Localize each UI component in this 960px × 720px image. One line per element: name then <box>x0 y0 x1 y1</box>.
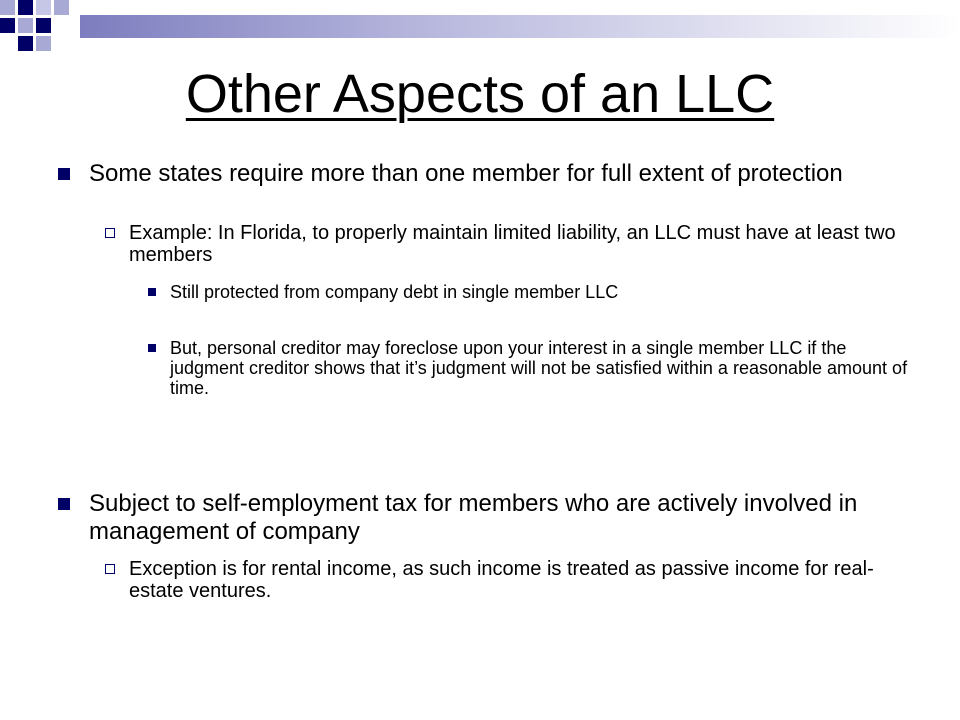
corner-squares-decoration <box>0 0 80 60</box>
sub-sub-bullet-item <box>148 282 918 302</box>
slide-title <box>0 60 960 128</box>
bullet-text: Some states require more than one member for full extent of protection <box>89 160 843 187</box>
header-gradient-bar <box>80 15 960 38</box>
square-bullet-icon <box>58 498 70 510</box>
square-bullet-icon <box>58 168 70 180</box>
square-bullet-icon <box>148 288 156 296</box>
sub-sub-bullet-text: Still protected from company debt in single member LLC <box>170 282 619 302</box>
square-bullet-icon <box>148 344 156 352</box>
bullet-item <box>58 490 908 546</box>
sub-bullet-text: Exception is for rental income, as such income is treated as passive income for real-estate ventures. <box>129 558 874 602</box>
bullet-text: Subject to self-employment tax for members who are actively involved in management of company <box>89 490 858 545</box>
sub-bullet-item <box>105 558 905 602</box>
hollow-square-bullet-icon <box>105 564 115 574</box>
sub-bullet-text: Example: In Florida, to properly maintain limited liability, an LLC must have at least two members <box>129 222 896 266</box>
sub-sub-bullet-item <box>148 338 918 398</box>
slide-title-text: Other Aspects of an LLC <box>185 64 775 124</box>
hollow-square-bullet-icon <box>105 228 115 238</box>
bullet-item <box>58 160 908 188</box>
sub-sub-bullet-text: But, personal creditor may foreclose upon your interest in a single member LLC if the judgment creditor shows that it’s judgment will not be satisfied within a reasonable amount of time. <box>170 338 908 398</box>
sub-bullet-item <box>105 222 905 266</box>
